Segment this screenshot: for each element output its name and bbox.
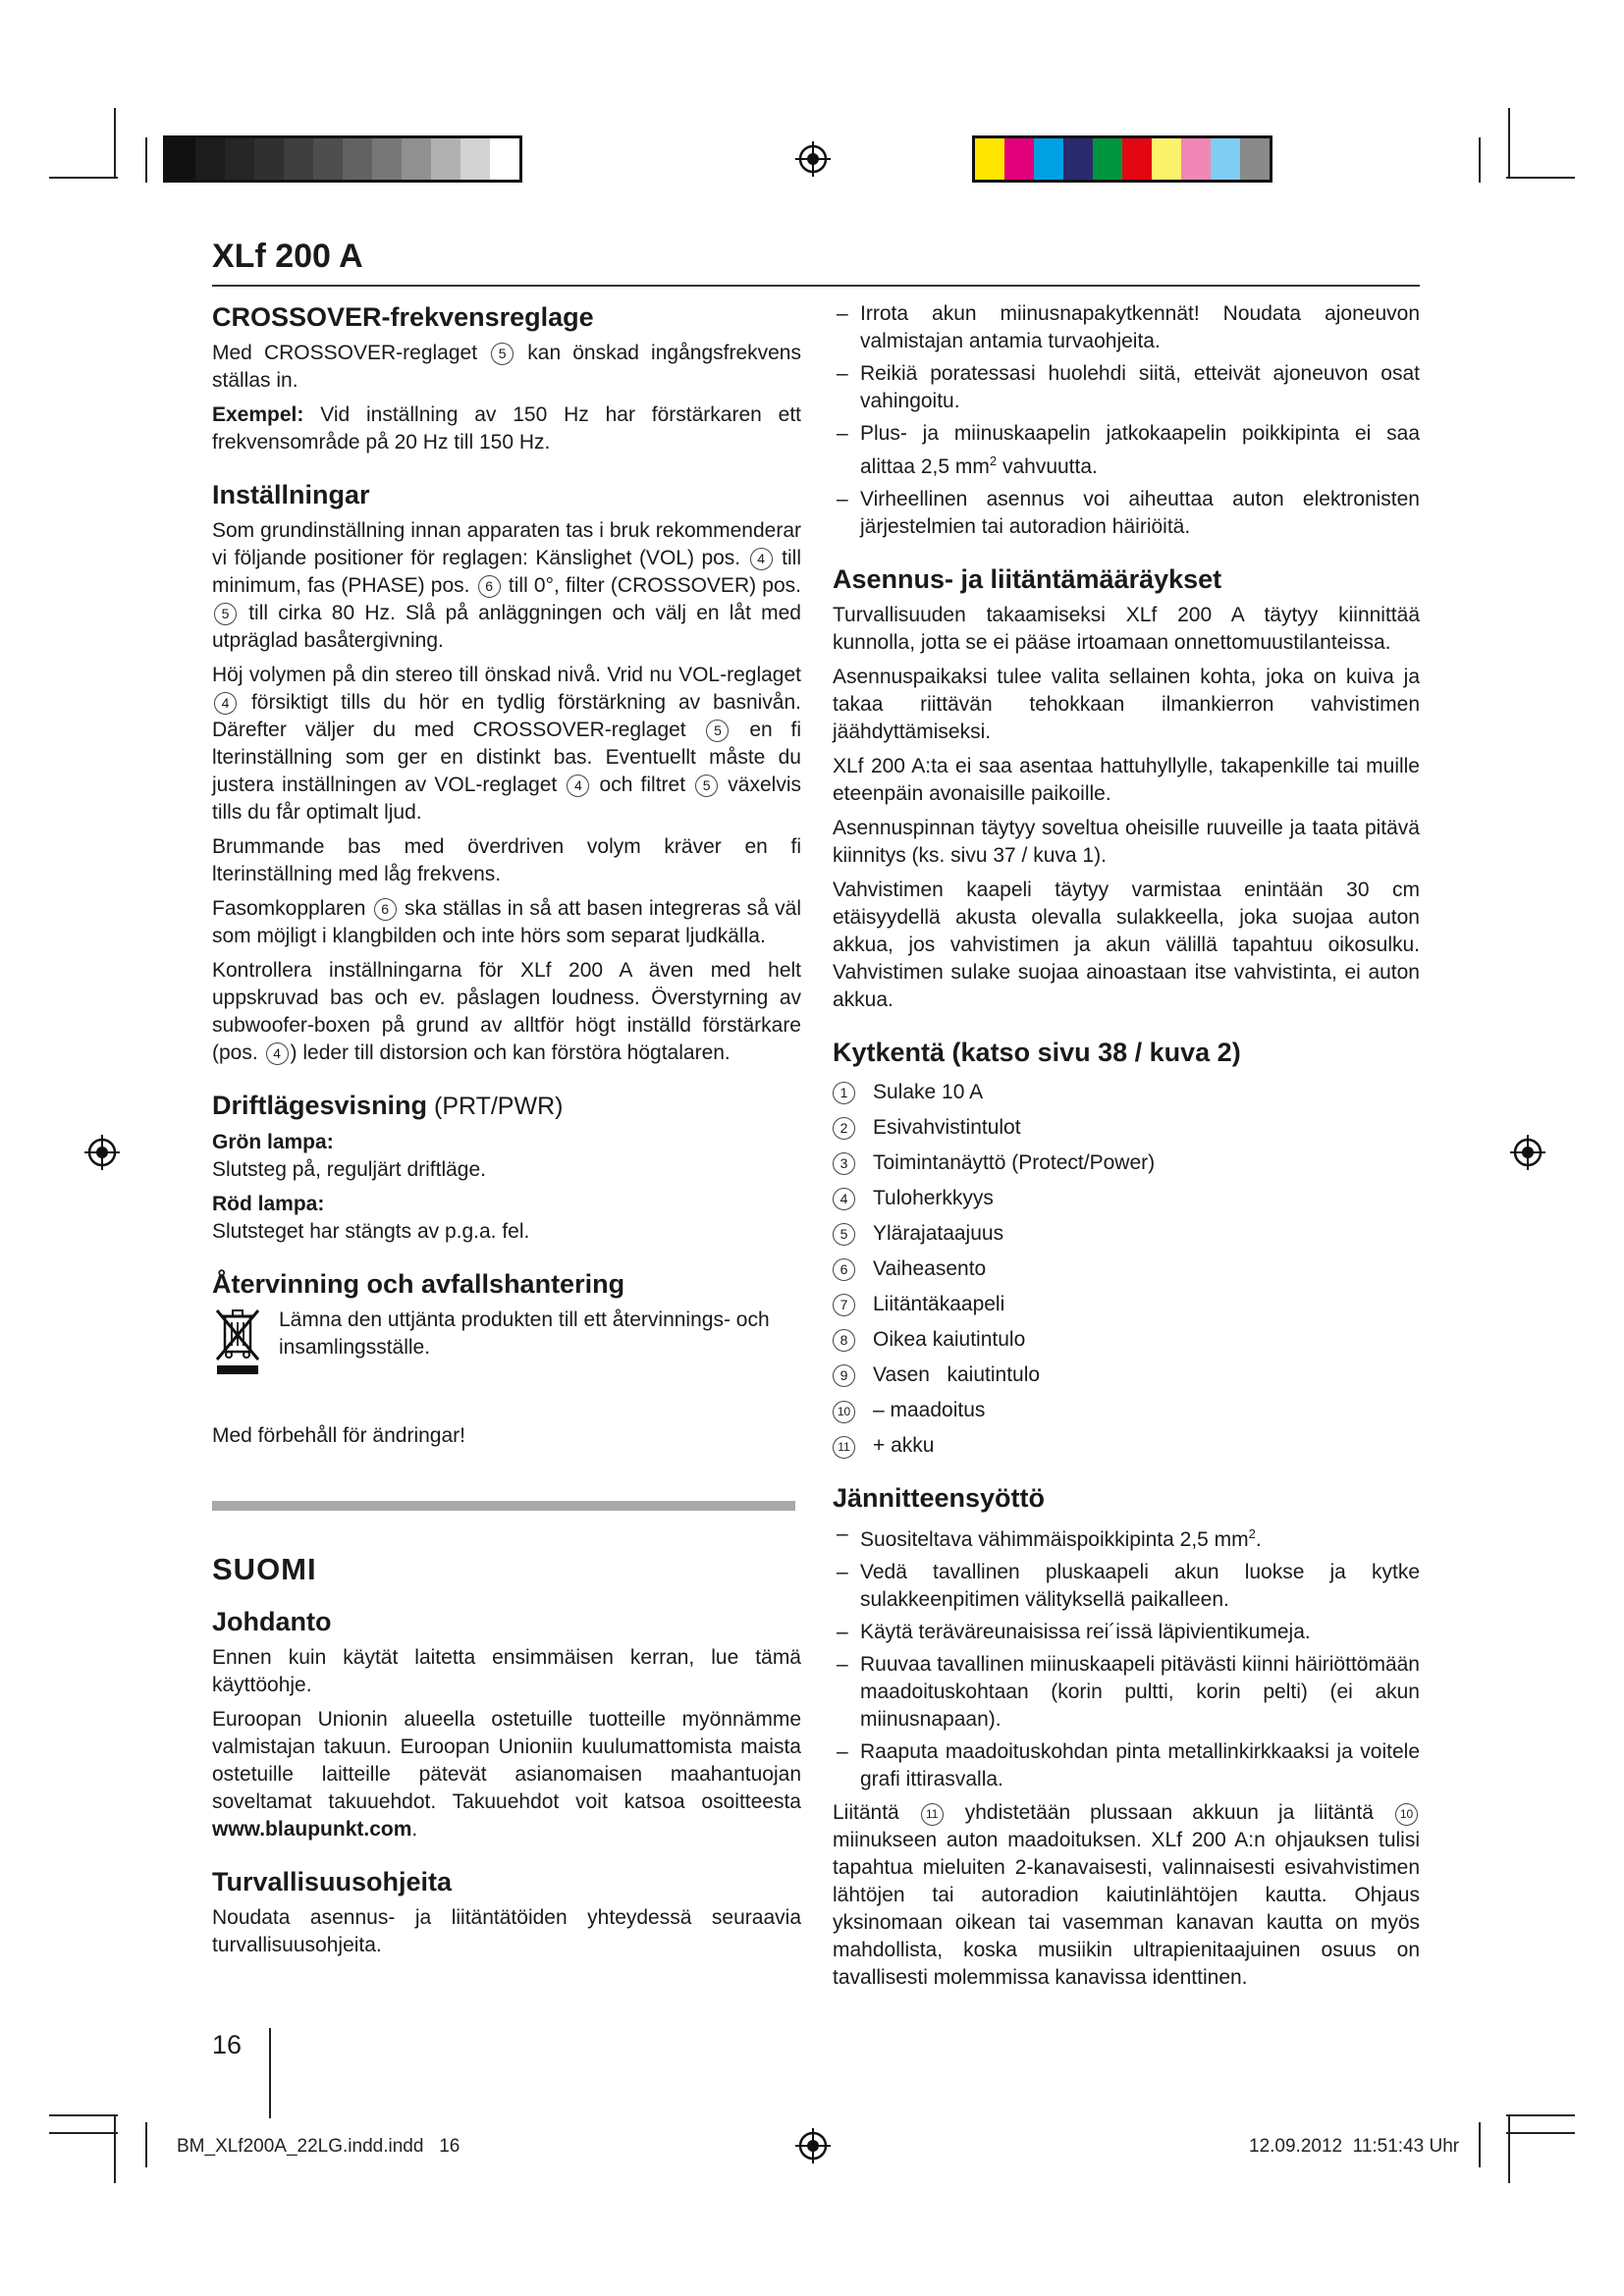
settings-paragraph: Brummande bas med överdriven volym kräver en fi lterinställning med låg frekvens. [212,835,801,885]
section-divider [212,1501,795,1511]
process-color-bar [972,135,1272,183]
list-item: – Ruuvaa tavallinen miinuskaapeli pitävästi kiinni häiriöttömään maadoituskohtaan (korin pultti, korin pelti) (ei akun miinusnapaan). [833,1651,1420,1734]
color-swatch [1122,138,1152,180]
list-item: 4 Tuloherkkyys [833,1181,1420,1216]
callout-number: 5 [695,774,718,797]
list-item: – Irrota akun miinusnapakytkennät! Noudata ajoneuvon valmistajan antamia turvaohjeita. [833,300,1420,355]
recycling-text: Lämna den uttjänta produkten till ett återvinnings- och insamlingsställe. [279,1308,770,1359]
registration-mark-icon [793,139,833,179]
power-section [833,1481,1420,1992]
settings-paragraph: Fasomkopplaren 6 ska ställas in så att basen integreras så väl som möjligt i klangbilden och inte hörs som separat ljudkälla. [212,897,801,947]
callout-number: 4 [750,548,773,570]
section-heading: Jännitteensyöttö [833,1483,1046,1513]
color-swatch [1152,138,1181,180]
color-swatch [460,138,490,180]
color-swatch [402,138,431,180]
color-swatch [195,138,225,180]
section-heading: Kytkentä (katso sivu 38 / kuva 2) [833,1038,1241,1067]
list-item: – Raaputa maadoituskohdan pinta metallinkirkkaaksi ja voitele grafi ittirasvalla. [833,1738,1420,1793]
settings-paragraph: Kontrollera inställningarna för XLf 200 A även med helt uppskruvad bas och ev. påslagen loudness. Överstyrning av subwoofer-boxen på grund av alltför högt inställd förstärkare (pos. 4 ) leder till distorsion och kan förstöra högtalaren. [212,959,801,1064]
registration-mark-icon [82,1133,122,1172]
install-paragraph: Asennuspaikaksi tulee valita sellainen kohta, joka on kuiva ja takaa riittävän tehokkaan ilmankierron vahvistimen jäähdyttämiseksi. [833,666,1420,743]
intro-section [212,1605,801,1843]
website-link: www.blaupunkt.com [212,1818,412,1841]
color-swatch [1004,138,1034,180]
list-item: – Plus- ja miinuskaapelin jatkokaapelin poikkipinta ei saa alittaa 2,5 $mm^2$ vahvuutta. [833,420,1420,481]
list-item: 6 Vaiheasento [833,1252,1420,1287]
page-number-rule [269,2028,271,2118]
list-item: – Virheellinen asennus voi aiheuttaa auton elektronisten järjestelmien tai autoradion häiriöitä. [833,486,1420,541]
registration-mark-icon [1508,1133,1547,1172]
color-swatch [254,138,284,180]
safety-section [212,1865,801,1959]
color-swatch [284,138,313,180]
callout-number: 4 [567,774,589,797]
callout-number: 5 [214,603,237,625]
left-column [212,300,801,1966]
callout-number: 5 [491,343,514,365]
list-item: – Suositeltava vähimmäispoikkipinta 2,5 $mm^2$. [833,1521,1420,1554]
color-swatch [1093,138,1122,180]
print-date: 12.09.2012 11:51:43 Uhr [1249,2136,1460,2157]
intro-paragraph: Ennen kuin käytät laitetta ensimmäisen kerran, lue tämä käyttöohje. [212,1646,801,1696]
color-swatch [431,138,460,180]
color-swatch [1240,138,1270,180]
right-column [833,300,1420,1999]
connection-section [833,1036,1420,1464]
color-swatch [166,138,195,180]
section-heading: Återvinning och avfallshantering [212,1269,625,1299]
title-rule [212,285,1420,287]
crossover-section [212,300,801,456]
red-lamp-label: Röd lampa: [212,1193,325,1215]
safety-paragraph: Noudata asennus- ja liitäntätöiden yhteydessä seuraavia turvallisuusohjeita. [212,1906,801,1956]
callout-number: 6 [478,575,501,598]
file-slug: BM_XLf200A_22LG.indd.indd 16 [177,2136,460,2157]
install-paragraph: XLf 200 A:ta ei saa asentaa hattuhyllylle, takapenkille tai muille eteenpäin avonaisille paikoille. [833,755,1420,805]
list-item: – Käytä teräväreunaisissa rei´issä läpivientikumeja. [833,1619,1420,1646]
color-swatch [1063,138,1093,180]
list-item: 7 Liitäntäkaapeli [833,1287,1420,1322]
crossover-paragraph: Med CROSSOVER-reglaget 5 kan önskad ingångsfrekvens ställas in. [212,342,801,392]
gray-color-bar [163,135,522,183]
list-item: 8 Oikea kaiutintulo [833,1322,1420,1358]
color-swatch [372,138,402,180]
section-heading: Inställningar [212,480,370,509]
settings-paragraph: Som grundinställning innan apparaten tas i bruk rekommenderar vi följande positioner för reglagen: Känslighet (VOL) pos. 4 till minimum, fas (PHASE) pos. 6 till 0°, filter (CROSSOVER) pos. 5 till cirka 80 Hz. Slå på anläggningen och välj en låt med utpräglad basåtergivning. [212,519,801,652]
color-swatch [313,138,343,180]
list-item: – Reikiä poratessasi huolehdi siitä, etteivät ajoneuvon osat vahingoitu. [833,360,1420,415]
section-heading: Johdanto [212,1607,332,1636]
color-swatch [1181,138,1211,180]
settings-paragraph: Höj volymen på din stereo till önskad nivå. Vrid nu VOL-reglaget 4 försiktigt tills du hör en tydlig förstärkning av basnivån. Därefter väljer du med CROSSOVER-reglaget 5 en fi lterinställning som ger en distinkt bas. Eventuellt måste du justera inställningen av VOL-reglaget 4 och filtret 5 växelvis tills du får optimalt ljud. [212,664,802,824]
list-item: 2 Esivahvistintulot [833,1110,1420,1146]
list-item: 5 Ylärajataajuus [833,1216,1420,1252]
section-heading: CROSSOVER-frekvensreglage [212,302,594,332]
registration-mark-icon [793,2126,833,2165]
power-paragraph: Liitäntä 11 yhdistetään plussaan akkuun ja liitäntä 10 miinukseen auton maadoituksen. XLf 200 A:n ohjauksen tulisi tapahtua mieluiten 2-kanavaisesti, valinnaisesti esivahvistimen lähtöjen tai autoradion kaiutinlähtöjen kautta. Ohjaus yksinomaan oikean tai vasemman kanavan kautta on myös mahdollista, koska musiikin ultrapienitaajuinen osuus on tavallisesti molemmissa kanavissa identtinen. [833,1801,1420,1989]
section-heading: Driftlägesvisning (PRT/PWR) [212,1091,564,1120]
color-swatch [1034,138,1063,180]
callout-number: 5 [706,720,729,742]
page-number: 16 [212,2030,243,2059]
list-item: 11 + akku [833,1428,1420,1464]
install-paragraph: Asennuspinnan täytyy soveltua oheisille ruuveille ja taata pitävä kiinnitys (ks. sivu 37 / kuva 1). [833,817,1420,867]
safety-list [833,300,1420,541]
intro-paragraph: Euroopan Unionin alueella ostetuille tuotteille myönnämme valmistajan takuun. Euroopan Unioniin kuulumattomista maista ostetuille laitteille pätevät asianomaisen maahantuojan soveltamat takuuehdot. Takuuehdot voit katsoa osoitteesta www.blaupunkt.com. [212,1708,801,1841]
install-paragraph: Vahvistimen kaapeli täytyy varmistaa enintään 30 cm etäisyydellä akusta olevalla sulakkeella, joka suojaa auton akkua, jos vahvistimen ja akun välillä tapahtuu oikosulku. Vahvistimen sulake suojaa ainoastaan itse vahvistinta, ei auton akkua. [833,879,1420,1011]
install-paragraph: Turvallisuuden takaamiseksi XLf 200 A täytyy kiinnittää kunnolla, jotta se ei pääse irtoamaan onnettomuustilanteissa. [833,604,1420,654]
language-heading: SUOMI [212,1552,317,1586]
settings-section [212,478,801,1067]
install-section [833,562,1420,1014]
color-swatch [225,138,254,180]
mode-section [212,1089,801,1246]
green-lamp-text: Slutsteg på, reguljärt driftläge. [212,1158,486,1181]
weee-crossed-bin-icon [212,1307,263,1375]
list-item: 1 Sulake 10 A [833,1075,1420,1110]
color-swatch [343,138,372,180]
red-lamp-text: Slutsteget har stängts av p.g.a. fel. [212,1220,530,1243]
color-swatch [975,138,1004,180]
callout-number: 4 [214,692,237,715]
list-item: 10 – maadoitus [833,1393,1420,1428]
power-list [833,1521,1420,1793]
recycling-section [212,1267,801,1375]
crossover-example: Exempel: Vid inställning av 150 Hz har förstärkaren ett frekvensområde på 20 Hz till 150 Hz. [212,403,801,454]
section-heading: Turvallisuusohjeita [212,1867,453,1896]
green-lamp-label: Grön lampa: [212,1131,334,1153]
list-item: 9 Vasen kaiutintulo [833,1358,1420,1393]
callout-number: 4 [266,1042,289,1065]
list-item: 3 Toimintanäyttö (Protect/Power) [833,1146,1420,1181]
callout-number: 10 [1395,1803,1418,1826]
reservation-note: Med förbehåll för ändringar! [212,1424,465,1447]
section-heading: Asennus- ja liitäntämääräykset [833,564,1222,594]
page-title: XLf 200 A [212,238,363,275]
callout-number: 11 [921,1803,944,1826]
color-swatch [1211,138,1240,180]
color-swatch [490,138,519,180]
list-item: – Vedä tavallinen pluskaapeli akun luokse ja kytke sulakkeenpitimen välityksellä paikalleen. [833,1559,1420,1614]
callout-number: 6 [374,898,397,921]
connection-list [833,1075,1420,1464]
